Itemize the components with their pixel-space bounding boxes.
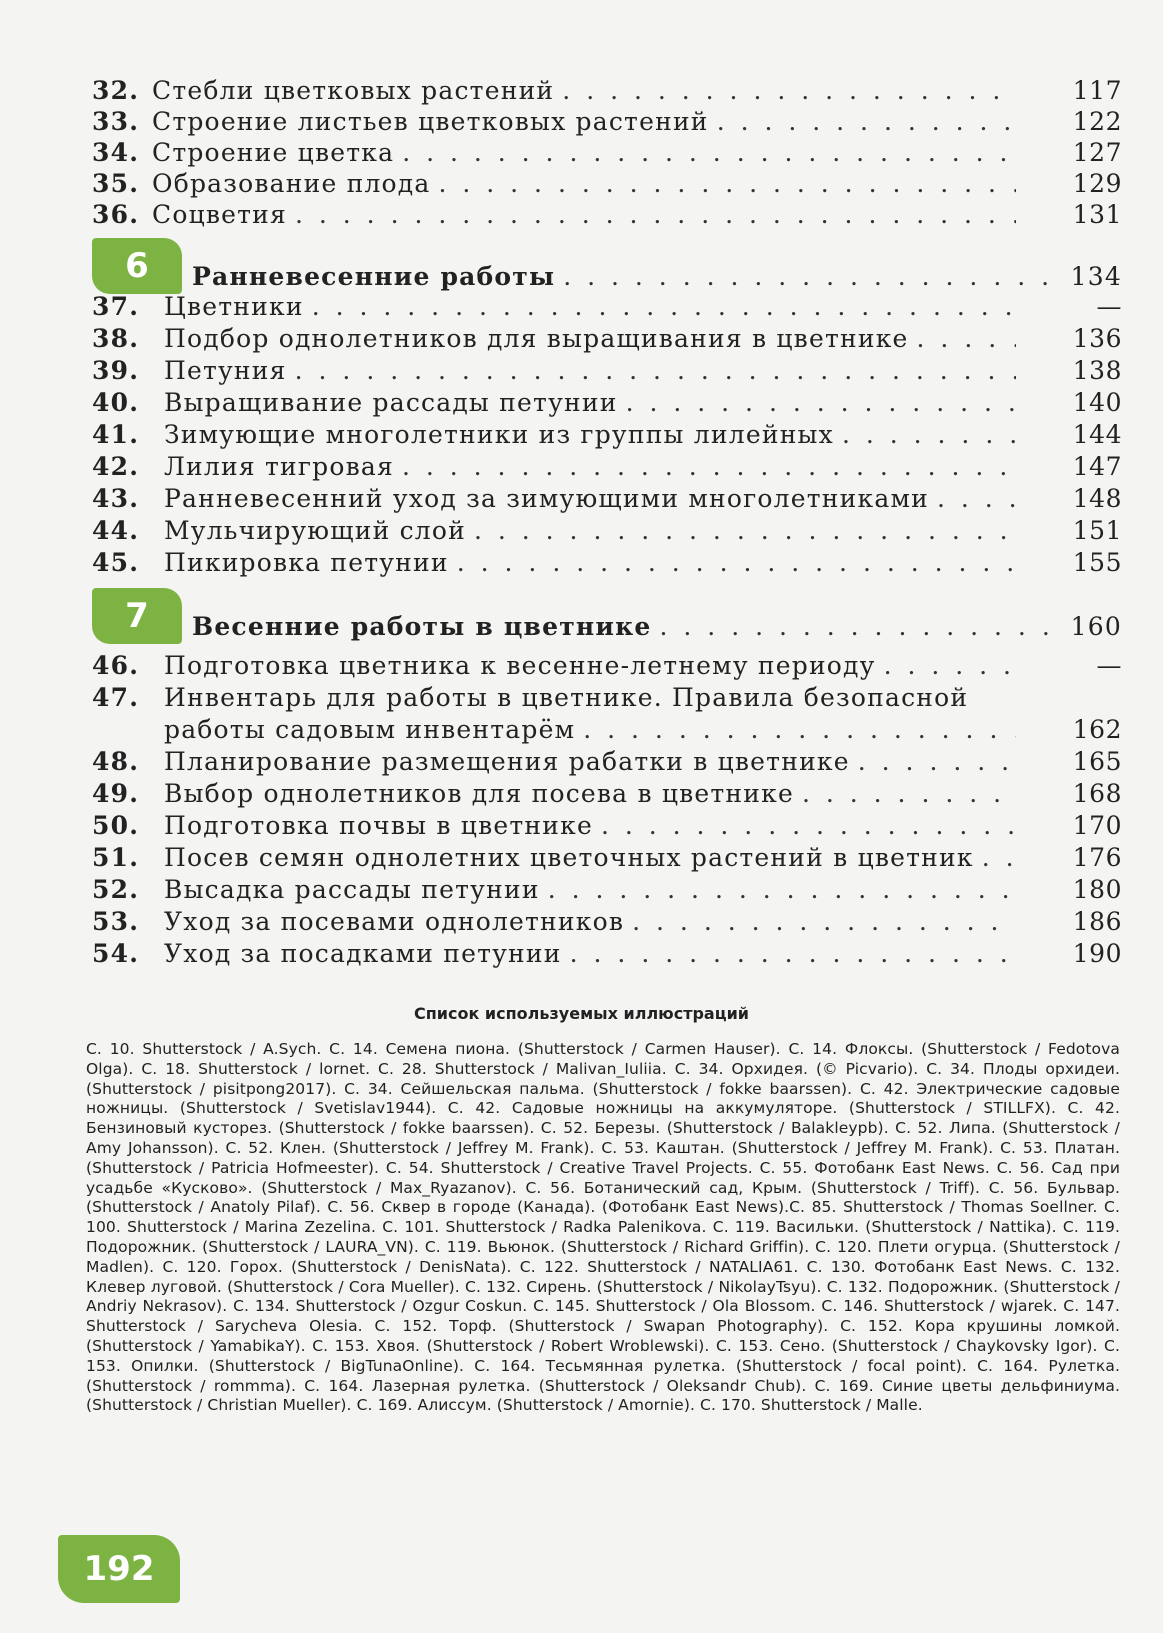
- toc-entry[interactable]: [92, 777, 1122, 809]
- entry-title: Стебли цветковых растений: [152, 76, 555, 105]
- leader-dots: [457, 548, 1016, 578]
- entry-title: Строение листьев цветковых растений: [152, 107, 709, 136]
- entry-title: Строение цветка: [152, 138, 395, 167]
- entry-number: 54.: [92, 939, 140, 968]
- toc-entry[interactable]: [92, 136, 1122, 168]
- leader-dots: [295, 200, 1016, 230]
- leader-dots: [562, 76, 1016, 106]
- entry-page: 151: [1072, 516, 1122, 545]
- entry-title: Инвентарь для работы в цветнике. Правила безопасной: [164, 683, 969, 712]
- chapter-6-heading[interactable]: [92, 238, 1122, 294]
- toc-entry[interactable]: [92, 354, 1122, 386]
- page-number: 192: [58, 1535, 180, 1603]
- leader-dots: [717, 107, 1016, 137]
- toc-entry[interactable]: [92, 841, 1122, 873]
- toc-entry[interactable]: [92, 482, 1122, 514]
- entry-page: 140: [1072, 388, 1122, 417]
- entry-number: 42.: [92, 452, 140, 481]
- entry-number: 53.: [92, 907, 140, 936]
- leader-dots: [402, 452, 1016, 482]
- chapter-badge: 7: [92, 588, 182, 644]
- leader-dots: [626, 388, 1016, 418]
- toc-entry[interactable]: [92, 514, 1122, 546]
- entry-title: Выбор однолетников для посева в цветнике: [164, 779, 794, 808]
- leader-dots: [842, 420, 1016, 450]
- entry-page: 129: [1072, 169, 1122, 198]
- entry-number: 49.: [92, 779, 140, 808]
- entry-page: 165: [1072, 747, 1122, 776]
- chapter-title: Весенние работы в цветнике: [192, 612, 652, 641]
- leader-dots: [937, 484, 1016, 514]
- entry-page: —: [1096, 292, 1122, 321]
- entry-title: Лилия тигровая: [164, 452, 394, 481]
- entry-page: 144: [1072, 420, 1122, 449]
- leader-dots: [548, 875, 1016, 905]
- leader-dots: [884, 651, 1016, 681]
- toc-entry[interactable]: [92, 386, 1122, 418]
- leader-dots: [295, 356, 1016, 386]
- entry-page: 162: [1072, 715, 1122, 744]
- entry-title: Подготовка цветника к весенне-летнему периоду: [164, 651, 876, 680]
- leader-dots: [802, 779, 1016, 809]
- entry-title: Петуния: [164, 356, 287, 385]
- entry-number: 35.: [92, 169, 140, 198]
- entry-page: 131: [1072, 200, 1122, 229]
- entry-page: 117: [1072, 76, 1122, 105]
- entry-number: 48.: [92, 747, 140, 776]
- entry-title: Выращивание рассады петунии: [164, 388, 618, 417]
- entry-title: Мульчирующий слой: [164, 516, 466, 545]
- entry-number: 32.: [92, 76, 140, 105]
- entry-page: 136: [1072, 324, 1122, 353]
- entry-number: 40.: [92, 388, 140, 417]
- leader-dots: [312, 292, 1016, 322]
- entry-title: Уход за посадками петунии: [164, 939, 562, 968]
- entry-page: 148: [1072, 484, 1122, 513]
- leader-dots: [858, 747, 1016, 777]
- leader-dots: [917, 324, 1016, 354]
- chapter-page: 134: [1070, 262, 1122, 291]
- entry-number: 39.: [92, 356, 140, 385]
- leader-dots: [563, 262, 1064, 292]
- entry-page: 122: [1072, 107, 1122, 136]
- credits-heading: Список используемых иллюстраций: [414, 1004, 749, 1023]
- entry-title: Высадка рассады петунии: [164, 875, 540, 904]
- leader-dots: [570, 939, 1016, 969]
- entry-page: 127: [1072, 138, 1122, 167]
- toc-entry[interactable]: [92, 681, 1122, 713]
- entry-page: 170: [1072, 811, 1122, 840]
- entry-number: 50.: [92, 811, 140, 840]
- toc-entry[interactable]: [92, 649, 1122, 681]
- toc-entry[interactable]: [92, 450, 1122, 482]
- entry-number: 51.: [92, 843, 140, 872]
- entry-title: Цветники: [164, 292, 304, 321]
- chapter-badge: 6: [92, 238, 182, 294]
- entry-title: Пикировка петунии: [164, 548, 449, 577]
- toc-entry[interactable]: [92, 167, 1122, 199]
- entry-number: 36.: [92, 200, 140, 229]
- toc-entry[interactable]: [92, 418, 1122, 450]
- entry-title: Образование плода: [152, 169, 431, 198]
- credits-text: С. 10. Shutterstock / A.Sych. С. 14. Семена пиона. (Shutterstock / Carmen Hauser). С. 14. Флоксы. (Shutterstock / Fedotova Olga). С. 18. Shutterstock / lornet. С. 28. Shutterstock / Malivan_Iuliia. С. 34. Орхидея. (© Picvario). С. 34. Плоды орхидеи. (Shutterstock / pisitpong2017). С. 34. Сейшельская пальма. (Shutterstock / fokke baarssen). С. 42. Электрические садовые ножницы. (Shutterstock / Svetislav1944). С. 42. Садовые ножницы на аккумуляторе. (Shutterstock / STILLFX). С. 42. Бензиновый кусторез. (Shutterstock / fokke baarssen). С. 52. Березы. (Shutterstock / Balakleypb). С. 52. Липа. (Shutterstock / Amy Johansson). С. 52. Клен. (Shutterstock / Jeffrey M. Frank). С. 53. Каштан. (Shutterstock / Jeffrey M. Frank). С. 53. Платан. (Shutterstock / Patricia Hofmeester). С. 54. Shutterstock / Creative Travel Projects. С. 55. Фотобанк East News. С. 56. Сад при усадьбе «Кусково». (Shutterstock / Max_Ryazanov). С. 56. Ботанический сад, Крым. (Shutterstock / Triff). С. 56. Бульвар. (Shutterstock / Anatoly Pilaf). С. 56. Сквер в городе (Канада). (Фотобанк East News).С. 85. Shutterstock / Thomas Soellner. С. 100. Shutterstock / Marina Zezelina. С. 101. Shutterstock / Radka Palenikova. С. 119. Васильки. (Shutterstock / Nattika). С. 119. Подорожник. (Shutterstock / LAURA_VN). С. 119. Вьюнок. (Shutterstock / Richard Griffin). С. 120. Плети огурца. (Shutterstock / Madlen). С. 120. Горох. (Shutterstock / DenisNata). С. 122. Shutterstock / NATALIA61. С. 130. Фотобанк East News. С. 132. Клевер луговой. (Shutterstock / Cora Mueller). С. 132. Сирень. (Shutterstock / NikolayTsyu). С. 132. Подорожник. (Shutterstock / Andriy Nekrasov). С. 134. Shutterstock / Ozgur Coskun. С. 145. Shutterstock / Ola Blossom. С. 146. Shutterstock / wjarek. С. 147. Shutterstock / Sarycheva Olesia. С. 152. Торф. (Shutterstock / Swapan Photography). С. 152. Кора крушины ломкой. (Shutterstock / YamabikaY). С. 153. Хвоя. (Shutterstock / Robert Wroblewski). С. 153. Сено. (Shutterstock / Chaykovsky Igor). С. 153. Опилки. (Shutterstock / BigTunaOnline). С. 164. Тесьмянная рулетка. (Shutterstock / focal point). С. 164. Рулетка. (Shutterstock / rommma). С. 164. Лазерная рулетка. (Shutterstock / Oleksandr Chub). С. 169. Синие цветы дельфиниума. (Shutterstock / Christian Mueller). С. 169. Алиссум. (Shutterstock / Amornie). С. 170. Shutterstock / Malle.: [86, 1040, 1120, 1415]
- entry-number: 43.: [92, 484, 140, 513]
- entry-page: 190: [1072, 939, 1122, 968]
- entry-title: Уход за посевами однолетников: [164, 907, 625, 936]
- toc-entry[interactable]: [92, 322, 1122, 354]
- entry-number: 45.: [92, 548, 140, 577]
- leader-dots: [632, 907, 1016, 937]
- toc-entry[interactable]: [92, 905, 1122, 937]
- toc-entry[interactable]: [92, 546, 1122, 578]
- toc-entry[interactable]: [92, 809, 1122, 841]
- entry-page: 147: [1072, 452, 1122, 481]
- entry-page: 168: [1072, 779, 1122, 808]
- toc-entry[interactable]: [92, 105, 1122, 137]
- leader-dots: [438, 169, 1016, 199]
- entry-page: 138: [1072, 356, 1122, 385]
- entry-title: Подбор однолетников для выращивания в цветнике: [164, 324, 909, 353]
- toc-entry-continued[interactable]: [92, 713, 1122, 745]
- toc-entry[interactable]: [92, 198, 1122, 230]
- leader-dots: [474, 516, 1016, 546]
- leader-dots: [402, 138, 1016, 168]
- entry-number: 41.: [92, 420, 140, 449]
- entry-number: 46.: [92, 651, 140, 680]
- entry-number: 33.: [92, 107, 140, 136]
- toc-entry[interactable]: [92, 290, 1122, 322]
- entry-page: 186: [1072, 907, 1122, 936]
- entry-title: Ранневесенний уход за зимующими многолетниками: [164, 484, 929, 513]
- leader-dots: [601, 811, 1016, 841]
- entry-page: 155: [1072, 548, 1122, 577]
- entry-title: работы садовым инвентарём: [164, 715, 576, 744]
- entry-number: 52.: [92, 875, 140, 904]
- chapter-page: 160: [1070, 612, 1122, 641]
- toc-entry[interactable]: [92, 745, 1122, 777]
- entry-title: Подготовка почвы в цветнике: [164, 811, 593, 840]
- entry-number: 47.: [92, 683, 140, 712]
- entry-title: Планирование размещения рабатки в цветнике: [164, 747, 850, 776]
- entry-number: 38.: [92, 324, 140, 353]
- leader-dots: [660, 612, 1065, 642]
- toc-entry[interactable]: [92, 873, 1122, 905]
- entry-number: 34.: [92, 138, 140, 167]
- entry-title: Соцветия: [152, 200, 287, 229]
- entry-number: 44.: [92, 516, 140, 545]
- entry-title: Посев семян однолетних цветочных растений в цветник: [164, 843, 974, 872]
- entry-number: 37.: [92, 292, 140, 321]
- leader-dots: [982, 843, 1016, 873]
- toc-entry[interactable]: [92, 937, 1122, 969]
- entry-title: Зимующие многолетники из группы лилейных: [164, 420, 834, 449]
- chapter-title: Ранневесенние работы: [192, 262, 556, 291]
- entry-page: —: [1096, 651, 1122, 680]
- toc-entry[interactable]: [92, 74, 1122, 106]
- entry-page: 180: [1072, 875, 1122, 904]
- leader-dots: [583, 715, 1016, 745]
- chapter-7-heading[interactable]: [92, 588, 1122, 644]
- entry-page: 176: [1072, 843, 1122, 872]
